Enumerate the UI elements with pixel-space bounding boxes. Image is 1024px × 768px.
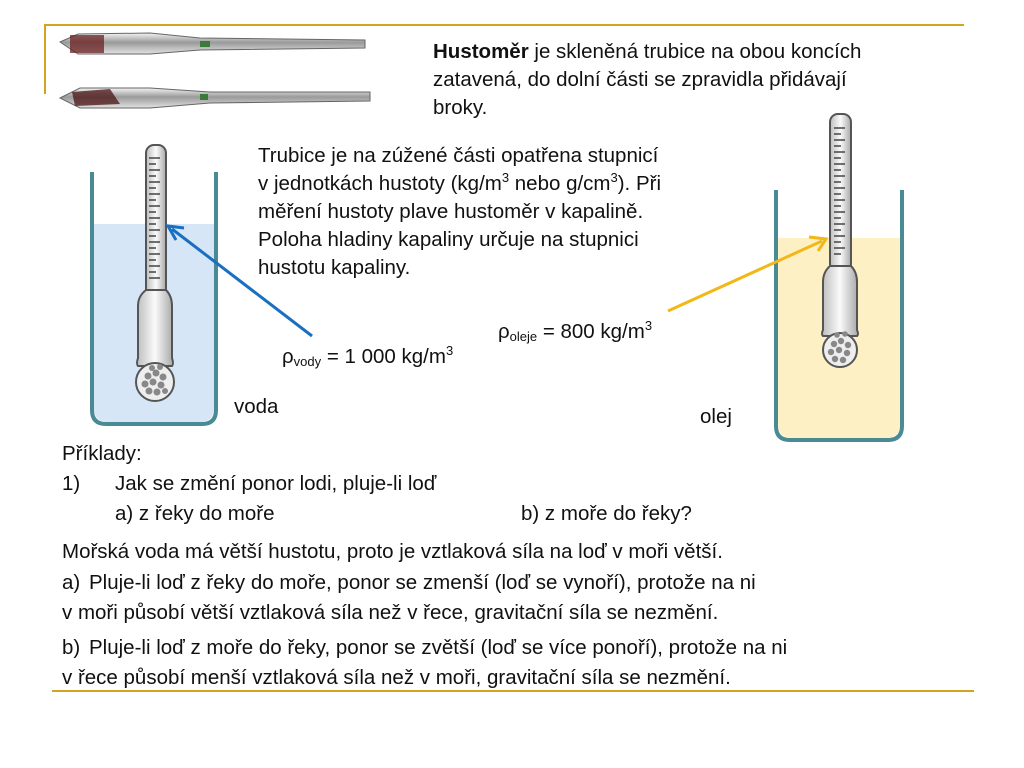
water-density-formula	[282, 343, 453, 371]
hydrometer-photo-2	[60, 88, 370, 108]
oil-density-sup: 3	[644, 318, 653, 333]
oil-density-formula	[498, 318, 652, 346]
water-label: voda	[234, 395, 279, 418]
intro-line-3: broky.	[433, 96, 488, 119]
scale-line-2-part-3: ). Při	[617, 172, 662, 195]
oil-label: olej	[700, 405, 732, 428]
oil-density-subscript: oleje	[509, 329, 538, 344]
answer-b-label: b)	[62, 636, 81, 659]
water-density-sup: 3	[445, 343, 454, 358]
scale-line-2-part-1: v jednotkách hustoty (kg/m	[258, 172, 502, 195]
water-density-subscript: vody	[293, 354, 322, 369]
answer-a-line-1: Pluje-li loď z řeky do moře, ponor se zmenší (loď se vynoří), protože na ni	[89, 571, 756, 594]
answer-a-label: a)	[62, 571, 81, 594]
scale-line-3: měření hustoty plave hustoměr v kapalině.	[258, 200, 644, 223]
question-option-b: b) z moře do řeky?	[521, 502, 692, 525]
water-density-symbol: ρ	[282, 345, 294, 368]
hydrometer-photo-1	[60, 33, 365, 54]
oil-density-value: = 800 kg/m	[537, 320, 645, 343]
answer-a-line-2: v moři působí větší vztlaková síla než v řece, gravitační síla se nezmění.	[62, 601, 719, 624]
intro-line-1-rest: je skleněná trubice na obou koncích	[528, 40, 862, 63]
oil-density-symbol: ρ	[498, 320, 510, 343]
scale-line-2-sup-1: 3	[501, 170, 510, 185]
question-number: 1)	[62, 472, 81, 495]
answer-main: Mořská voda má větší hustotu, proto je vztlaková síla na loď v moři větší.	[62, 540, 723, 563]
question-option-a: a) z řeky do moře	[115, 502, 275, 525]
scale-line-2	[258, 170, 661, 198]
question-text: Jak se změní ponor lodi, pluje-li loď	[115, 472, 437, 495]
intro-line-1	[433, 38, 861, 66]
answer-b-line-2: v řece působí menší vztlaková síla než v moři, gravitační síla se nezmění.	[62, 666, 731, 689]
water-density-value: = 1 000 kg/m	[321, 345, 446, 368]
answer-b-line-1: Pluje-li loď z moře do řeky, ponor se zvětší (loď se více ponoří), protože na ni	[89, 636, 788, 659]
scale-line-4: Poloha hladiny kapaliny určuje na stupnici	[258, 228, 639, 251]
scale-line-2-part-2: nebo g/cm	[509, 172, 611, 195]
intro-bold-term: Hustoměr	[433, 40, 529, 63]
scale-line-2-sup-2: 3	[610, 170, 618, 185]
scale-line-1: Trubice je na zúžené části opatřena stupnicí	[258, 144, 659, 167]
intro-line-2: zatavená, do dolní části se zpravidla přidávají	[433, 68, 847, 91]
examples-heading: Příklady:	[62, 442, 142, 465]
scale-line-5: hustotu kapaliny.	[258, 256, 411, 279]
